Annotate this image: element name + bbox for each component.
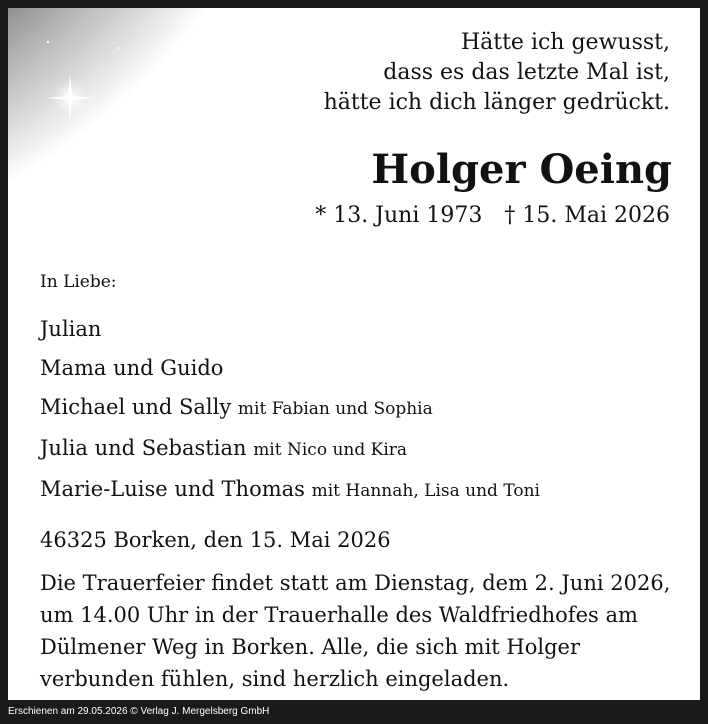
notice-line: Die Trauerfeier findet statt am Dienstag, dem 2. Juni 2026, (40, 571, 671, 595)
mourner-row (40, 349, 540, 388)
deceased-name: Holger Oeing (371, 146, 672, 193)
mourner-name: Michael und Sally (40, 395, 232, 419)
quote-line: hätte ich dich länger gedrückt. (323, 90, 670, 115)
notice-line: Dülmener Weg in Borken. Alle, die sich mit Holger (40, 635, 580, 659)
death-date: † 15. Mai 2026 (504, 203, 670, 228)
mourner-children: mit Hannah, Lisa und Toni (311, 481, 540, 501)
mourner-name: Julia und Sebastian (40, 436, 247, 460)
night-sky-star-decoration (8, 8, 328, 278)
publication-footer: Erschienen am 29.05.2026 © Verlag J. Mergelsberg GmbH (8, 706, 270, 717)
quote-line: dass es das letzte Mal ist, (383, 60, 670, 85)
funeral-notice (40, 567, 670, 695)
mourner-row (40, 310, 540, 349)
birth-date: * 13. Juni 1973 (315, 203, 483, 228)
mourner-children: mit Fabian und Sophia (237, 399, 433, 419)
mourner-row (40, 388, 540, 429)
mourner-row (40, 429, 540, 470)
memorial-quote (324, 28, 670, 118)
place-and-date: 46325 Borken, den 15. Mai 2026 (40, 528, 391, 552)
mourners-intro: In Liebe: (40, 272, 117, 292)
obituary-card (8, 8, 700, 700)
quote-line: Hätte ich gewusst, (460, 30, 670, 55)
notice-line: um 14.00 Uhr in der Trauerhalle des Waldfriedhofes am (40, 603, 638, 627)
mourner-row (40, 470, 540, 511)
mourner-name: Mama und Guido (40, 356, 224, 380)
mourner-name: Julian (40, 317, 102, 341)
mourners-list (40, 310, 540, 511)
notice-line: verbunden fühlen, sind herzlich eingeladen. (40, 667, 510, 691)
mourner-name: Marie-Luise und Thomas (40, 477, 305, 501)
mourner-children: mit Nico und Kira (253, 440, 408, 460)
life-dates (315, 203, 670, 228)
